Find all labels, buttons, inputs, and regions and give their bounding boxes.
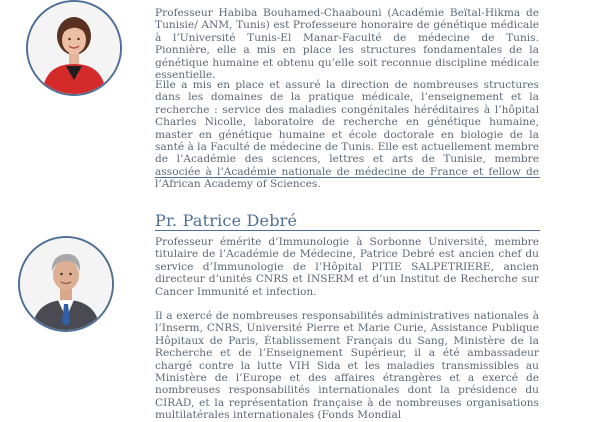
bio-paragraph-2: Elle a mis en place et assuré la direction de nombreuses structures dans les domaines de la pratique médicale, l’enseignement et la recherche : service des maladies congénitales héréditaires à l’hôpital Charles Nicolle, laboratoire de recherche en génétique humaine, master en génétique humaine et école doctorale en biologie de la santé à la Faculté de médecine de Tunis. Elle est actuellement membre de l’Académie des sciences, lettres et arts de Tunisie, membre associée à l’Académie nationale de médecine de France et fellow de l’African Academy of Sciences. <box>155 79 539 191</box>
portrait-woman-image <box>28 2 120 94</box>
name-underline <box>155 230 540 231</box>
section-divider <box>155 177 540 178</box>
portrait-man-image <box>20 238 112 330</box>
bio-paragraph-3: Professeur émérite d’Immunologie à Sorbonne Université, membre titulaire de l’Académie de Médecine, Patrice Debré est ancien chef du service d’Immunologie de l’Hôpital PITIE SALPETRIERE, ancien directeur d’unités CNRS et INSERM et d’un Institut de Recherche sur Cancer Immunité et infection. <box>155 236 539 298</box>
bio-paragraph-4: Il a exercé de nombreuses responsabilités administratives nationales à l’Inserm, CNRS, Université Pierre et Marie Curie, Assistance Publique Hôpitaux de Paris, Établissement Français du Sang, Ministère de la Recherche et de l’Enseignement Supérieur, il a été ambassadeur chargé contre la lutte VIH Sida et les maladies transmissibles au Ministère de l’Europe et des affaires étrangères et a exercé de nombreuses responsabilités internationales dont la présidence du CIRAD, et la représentation française à de nombreuses organisations multilatérales internationales (Fonds Mondial <box>155 310 539 422</box>
bio-paragraph-1: Professeur Habiba Bouhamed-Chaabouni (Académie Beïtal-Hikma de Tunisie/ ANM, Tunis) est Professeure honoraire de génétique médicale à l’Université Tunis-El Manar-Faculté de médecine de Tunis. Pionnière, elle a mis en place les structures fondamentales de la génétique humaine et obtenu qu’elle soit reconnue discipline médicale essentielle. <box>155 7 539 82</box>
avatar <box>18 236 114 332</box>
avatar <box>26 0 122 96</box>
person-name-heading: Pr. Patrice Debré <box>155 211 298 230</box>
